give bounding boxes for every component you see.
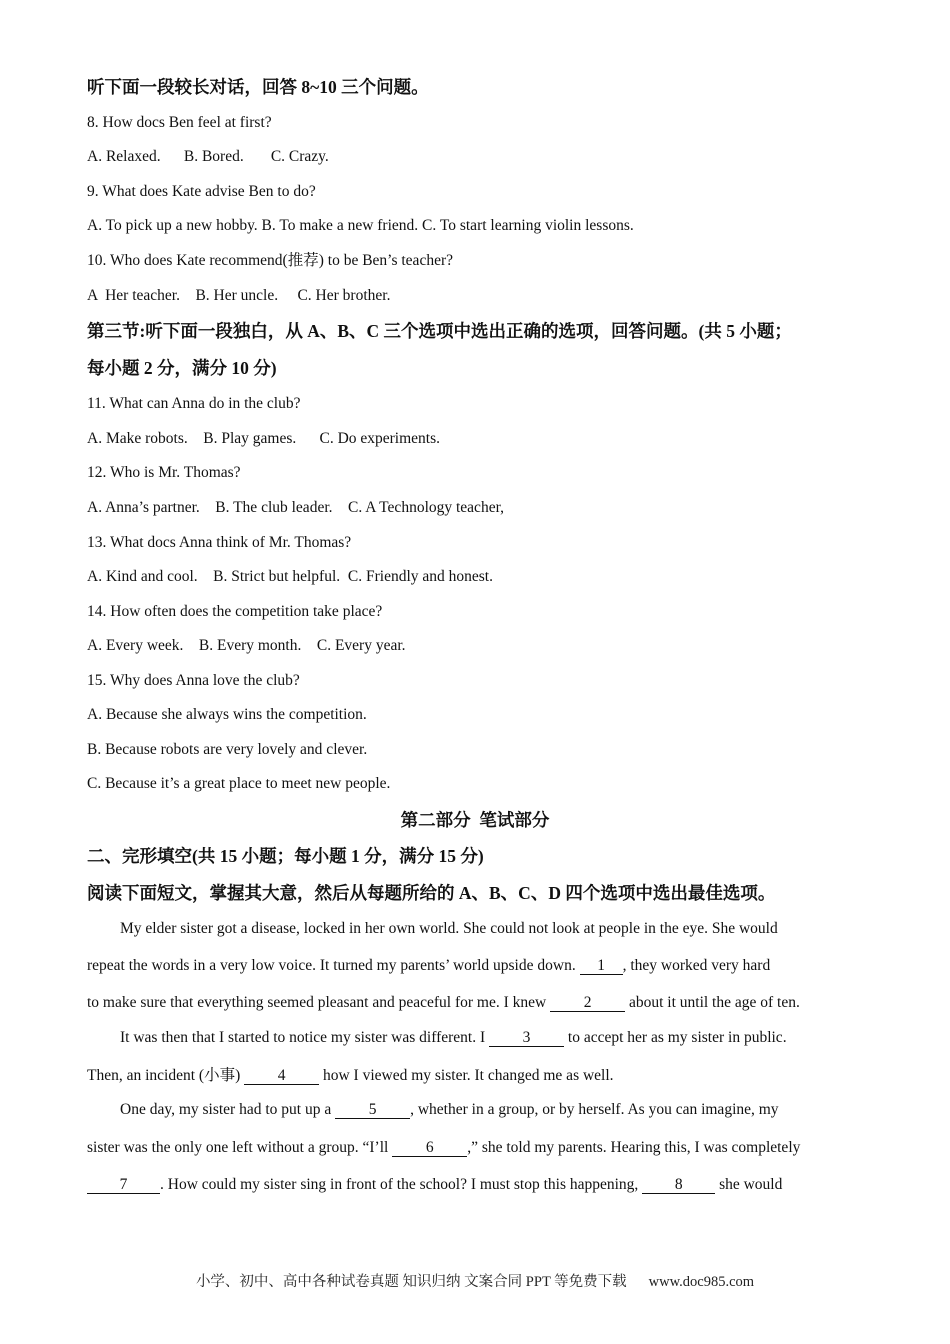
footer-text: 小学、初中、高中各种试卷真题 知识归纳 文案合同 PPT 等免费下载 <box>195 1274 627 1290</box>
passage-line: Then, an incident (小事) 4 how I viewed my sister. It changed me as well. <box>87 1067 614 1084</box>
passage-line: It was then that I started to notice my sister was different. I 3 to accept her as my sister in public. <box>120 1029 787 1046</box>
passage-line: repeat the words in a very low voice. It turned my parents’ world upside down. 1 , they worked very hard <box>87 957 771 974</box>
question-12-options: A. Anna’s partner. B. The club leader. C. A Technology teacher, <box>87 499 504 516</box>
page-footer <box>0 1270 950 1291</box>
question-15-option-b: B. Because robots are very lovely and clever. <box>87 741 368 758</box>
question-12: 12. Who is Mr. Thomas? <box>87 464 241 481</box>
question-10-options: A Her teacher. B. Her uncle. C. Her brother. <box>87 287 391 304</box>
question-10: 10. Who does Kate recommend(推荐) to be Ben’s teacher? <box>87 252 453 269</box>
question-8-options: A. Relaxed. B. Bored. C. Crazy. <box>87 148 329 165</box>
passage-line: 7 . How could my sister sing in front of the school? I must stop this happening, 8 she would <box>87 1175 782 1195</box>
section-3-heading-cont: 每小题 2 分，满分 10 分) <box>87 358 277 378</box>
question-8: 8. How docs Ben feel at first? <box>87 114 272 131</box>
question-13-options: A. Kind and cool. B. Strict but helpful. C. Friendly and honest. <box>87 568 493 585</box>
question-15: 15. Why does Anna love the club? <box>87 672 300 689</box>
passage-line: One day, my sister had to put up a 5 , whether in a group, or by herself. As you can imagine, my <box>120 1101 779 1118</box>
question-15-option-c: C. Because it’s a great place to meet new people. <box>87 775 391 792</box>
cloze-blank-4: 4 <box>244 1068 319 1085</box>
question-9: 9. What does Kate advise Ben to do? <box>87 183 316 200</box>
question-11: 11. What can Anna do in the club? <box>87 395 301 412</box>
question-9-options: A. To pick up a new hobby. B. To make a new friend. C. To start learning violin lessons. <box>87 217 634 234</box>
cloze-blank-1: 1 <box>580 958 623 975</box>
cloze-section-heading: 二、完形填空(共 15 小题；每小题 1 分，满分 15 分) <box>87 846 484 866</box>
footer-url[interactable]: www.doc985.com <box>648 1274 755 1290</box>
question-13: 13. What docs Anna think of Mr. Thomas? <box>87 534 352 551</box>
cloze-blank-6: 6 <box>392 1140 467 1157</box>
question-14: 14. How often does the competition take place? <box>87 603 383 620</box>
passage-line: to make sure that everything seemed pleasant and peaceful for me. I knew 2 about it until the age of ten. <box>87 994 800 1011</box>
cloze-blank-8: 8 <box>642 1177 715 1194</box>
question-11-options: A. Make robots. B. Play games. C. Do experiments. <box>87 430 441 447</box>
question-15-option-a: A. Because she always wins the competition. <box>87 706 367 723</box>
part-2-title: 第二部分 笔试部分 <box>400 810 550 830</box>
section-3-heading: 第三节:听下面一段独白，从 A、B、C 三个选项中选出正确的选项，回答问题。(共 5 小题； <box>87 321 792 341</box>
cloze-blank-5: 5 <box>335 1102 410 1119</box>
passage-line: My elder sister got a disease, locked in her own world. She could not look at people in the eye. She would <box>120 920 778 937</box>
cloze-blank-3: 3 <box>489 1030 564 1047</box>
cloze-blank-2: 2 <box>550 995 625 1012</box>
cloze-blank-7: 7 <box>87 1177 160 1194</box>
cloze-instruction: 阅读下面短文，掌握其大意，然后从每题所给的 A、B、C、D 四个选项中选出最佳选项。 <box>87 883 776 903</box>
section-heading-listening: 听下面一段较长对话，回答 8~10 三个问题。 <box>87 77 429 97</box>
question-14-options: A. Every week. B. Every month. C. Every year. <box>87 637 406 654</box>
passage-line: sister was the only one left without a group. “I’ll 6 ,” she told my parents. Hearing this, I was completely <box>87 1139 801 1156</box>
